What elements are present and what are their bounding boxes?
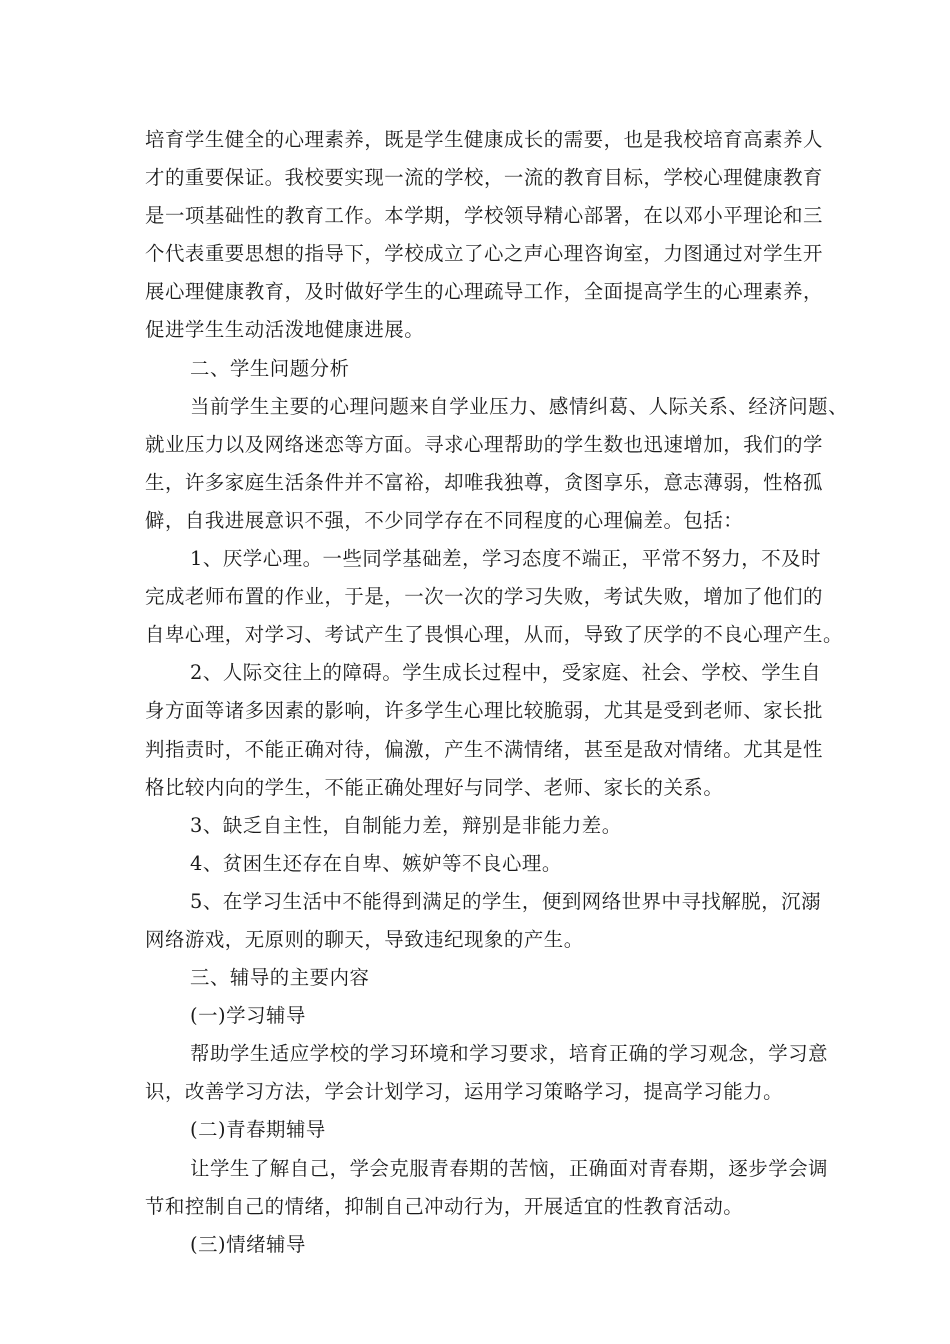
text-line: 个代表重要思想的指导下，学校成立了心之声心理咨询室，力图通过对学生开 bbox=[145, 242, 823, 266]
text-line: (二)青春期辅导 bbox=[190, 1118, 326, 1142]
text-line: 帮助学生适应学校的学习环境和学习要求，培育正确的学习观念，学习意 bbox=[190, 1042, 829, 1066]
text-line: (一)学习辅导 bbox=[190, 1004, 306, 1028]
text-line: 让学生了解自己，学会克服青春期的苦恼，正确面对青春期，逐步学会调 bbox=[190, 1156, 829, 1180]
text-line: 完成老师布置的作业，于是，一次一次的学习失败，考试失败，增加了他们的 bbox=[145, 585, 823, 609]
text-line: 生，许多家庭生活条件并不富裕，却唯我独尊，贪图享乐，意志薄弱，性格孤 bbox=[145, 470, 823, 494]
text-line: 当前学生主要的心理问题来自学业压力、感情纠葛、人际关系、经济问题、 bbox=[190, 394, 849, 418]
text-line: 2、人际交往上的障碍。学生成长过程中，受家庭、社会、学校、学生自 bbox=[190, 661, 822, 685]
text-line: 3、缺乏自主性，自制能力差，辩别是非能力差。 bbox=[190, 813, 622, 837]
text-line: 格比较内向的学生，不能正确处理好与同学、老师、家长的关系。 bbox=[145, 775, 724, 799]
text-line: 1、厌学心理。一些同学基础差，学习态度不端正，平常不努力，不及时 bbox=[190, 547, 822, 571]
text-line: 身方面等诸多因素的影响，许多学生心理比较脆弱，尤其是受到老师、家长批 bbox=[145, 699, 823, 723]
text-line: 才的重要保证。我校要实现一流的学校，一流的教育目标，学校心理健康教育 bbox=[145, 166, 823, 190]
text-line: 二、学生问题分析 bbox=[190, 356, 350, 380]
text-line: 识，改善学习方法，学会计划学习，运用学习策略学习，提高学习能力。 bbox=[145, 1080, 784, 1104]
text-line: 判指责时，不能正确对待，偏激，产生不满情绪，甚至是敌对情绪。尤其是性 bbox=[145, 737, 823, 761]
text-line: 网络游戏，无原则的聊天，导致违纪现象的产生。 bbox=[145, 927, 584, 951]
text-line: 自卑心理，对学习、考试产生了畏惧心理，从而，导致了厌学的不良心理产生。 bbox=[145, 623, 843, 647]
text-line: 就业压力以及网络迷恋等方面。寻求心理帮助的学生数也迅速增加，我们的学 bbox=[145, 432, 823, 456]
text-line: 4、贫困生还存在自卑、嫉妒等不良心理。 bbox=[190, 851, 562, 875]
text-line: 僻，自我进展意识不强，不少同学存在不同程度的心理偏差。包括： bbox=[145, 508, 744, 532]
text-line: 促进学生生动活泼地健康进展。 bbox=[145, 318, 425, 342]
text-line: (三)情绪辅导 bbox=[190, 1232, 306, 1256]
document-body bbox=[145, 121, 849, 1264]
text-line: 是一项基础性的教育工作。本学期，学校领导精心部署，在以邓小平理论和三 bbox=[145, 204, 823, 228]
text-line: 三、辅导的主要内容 bbox=[190, 966, 370, 990]
text-line: 展心理健康教育，及时做好学生的心理疏导工作，全面提高学生的心理素养， bbox=[145, 280, 823, 304]
text-line: 5、在学习生活中不能得到满足的学生，便到网络世界中寻找解脱，沉溺 bbox=[190, 889, 822, 913]
text-line: 节和控制自己的情绪，抑制自己冲动行为，开展适宜的性教育活动。 bbox=[145, 1194, 744, 1218]
text-line: 培育学生健全的心理素养，既是学生健康成长的需要，也是我校培育高素养人 bbox=[145, 128, 823, 151]
